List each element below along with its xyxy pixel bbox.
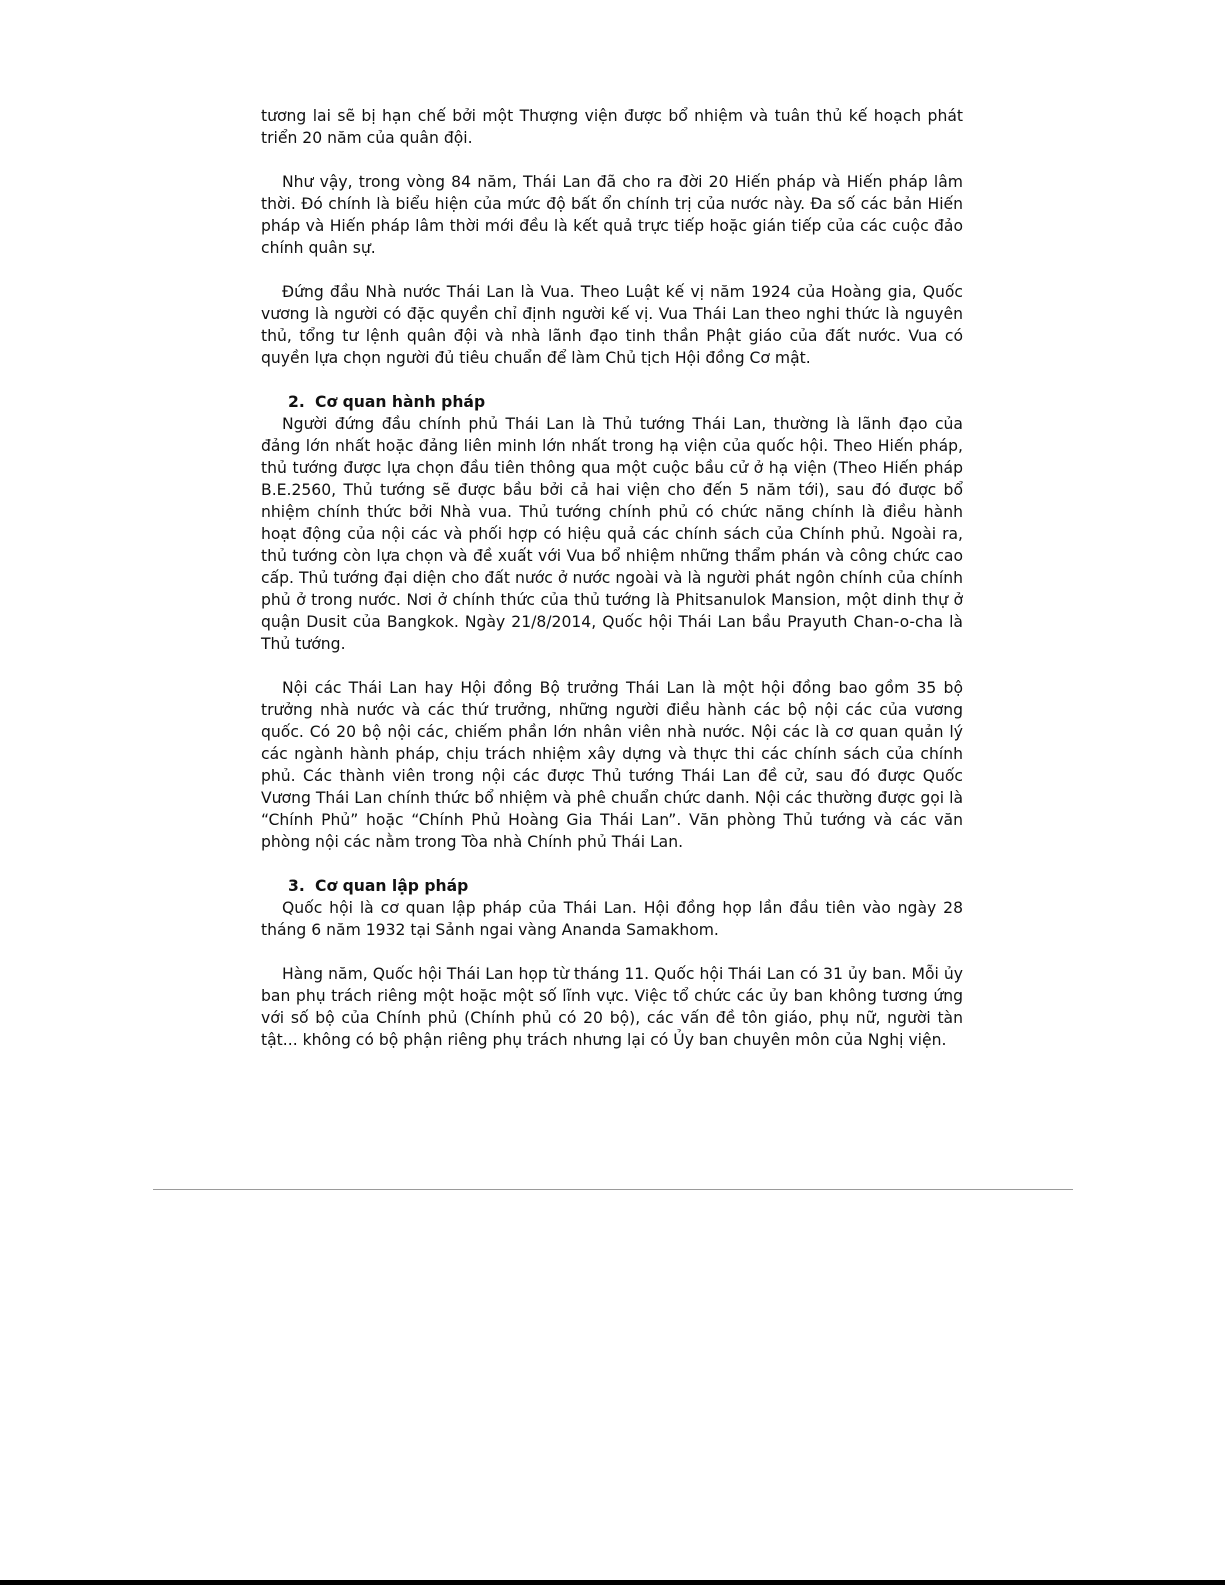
document-body bbox=[261, 105, 963, 1051]
page-bottom-edge bbox=[0, 1580, 1225, 1585]
paragraph-constitutions: Như vậy, trong vòng 84 năm, Thái Lan đã cho ra đời 20 Hiến pháp và Hiến pháp lâm thời. Đó chính là biểu hiện của mức độ bất ổn chính trị của nước này. Đa số các bản Hiến pháp và Hiến pháp lâm thời mới đều là kết quả trực tiếp hoặc gián tiếp của các cuộc đảo chính quân sự. bbox=[261, 173, 963, 257]
section-heading-executive bbox=[261, 391, 963, 413]
paragraph-senate-plan: tương lai sẽ bị hạn chế bởi một Thượng viện được bổ nhiệm và tuân thủ kế hoạch phát triển 20 năm của quân đội. bbox=[261, 107, 963, 147]
paragraph-gap bbox=[261, 941, 963, 963]
paragraph-king: Đứng đầu Nhà nước Thái Lan là Vua. Theo Luật kế vị năm 1924 của Hoàng gia, Quốc vương là người có đặc quyền chỉ định người kế vị. Vua Thái Lan theo nghi thức là nguyên thủ, tổng tư lệnh quân đội và nhà lãnh đạo tinh thần Phật giáo của đất nước. Vua có quyền lựa chọn người đủ tiêu chuẩn để làm Chủ tịch Hội đồng Cơ mật. bbox=[261, 283, 963, 367]
section-title: Cơ quan hành pháp bbox=[315, 393, 486, 411]
paragraph-gap bbox=[261, 369, 963, 391]
paragraph-gap bbox=[261, 259, 963, 281]
paragraph-national-assembly: Quốc hội là cơ quan lập pháp của Thái Lan. Hội đồng họp lần đầu tiên vào ngày 28 tháng 6 năm 1932 tại Sảnh ngai vàng Ananda Samakhom. bbox=[261, 899, 963, 939]
section-heading-legislative bbox=[261, 875, 963, 897]
section-number: 3. bbox=[288, 877, 305, 895]
footer-divider bbox=[153, 1189, 1073, 1190]
paragraph-cabinet: Nội các Thái Lan hay Hội đồng Bộ trưởng Thái Lan là một hội đồng bao gồm 35 bộ trưởng nhà nước và các thứ trưởng, những người điều hành các bộ nội các của vương quốc. Có 20 bộ nội các, chiếm phần lớn nhân viên nhà nước. Nội các là cơ quan quản lý các ngành hành pháp, chịu trách nhiệm xây dựng và thực thi các chính sách của chính phủ. Các thành viên trong nội các được Thủ tướng Thái Lan đề cử, sau đó được Quốc Vương Thái Lan chính thức bổ nhiệm và phê chuẩn chức danh. Nội các thường được gọi là “Chính Phủ” hoặc “Chính Phủ Hoàng Gia Thái Lan”. Văn phòng Thủ tướng và các văn phòng nội các nằm trong Tòa nhà Chính phủ Thái Lan. bbox=[261, 679, 963, 851]
section-title: Cơ quan lập pháp bbox=[315, 877, 469, 895]
paragraph-gap bbox=[261, 655, 963, 677]
paragraph-gap bbox=[261, 853, 963, 875]
paragraph-committees: Hàng năm, Quốc hội Thái Lan họp từ tháng 11. Quốc hội Thái Lan có 31 ủy ban. Mỗi ủy ban phụ trách riêng một hoặc một số lĩnh vực. Việc tổ chức các ủy ban không tương ứng với số bộ của Chính phủ (Chính phủ có 20 bộ), các vấn đề tôn giáo, phụ nữ, người tàn tật... không có bộ phận riêng phụ trách nhưng lại có Ủy ban chuyên môn của Nghị viện. bbox=[261, 965, 963, 1049]
paragraph-prime-minister: Người đứng đầu chính phủ Thái Lan là Thủ tướng Thái Lan, thường là lãnh đạo của đảng lớn nhất hoặc đảng liên minh lớn nhất trong hạ viện của quốc hội. Theo Hiến pháp, thủ tướng được lựa chọn đầu tiên thông qua một cuộc bầu cử ở hạ viện (Theo Hiến pháp B.E.2560, Thủ tướng sẽ được bầu bởi cả hai viện cho đến 5 năm tới), sau đó được bổ nhiệm chính thức bởi Nhà vua. Thủ tướng chính phủ có chức năng chính là điều hành hoạt động của nội các và phối hợp có hiệu quả các chính sách của Chính phủ. Ngoài ra, thủ tướng còn lựa chọn và đề xuất với Vua bổ nhiệm những thẩm phán và công chức cao cấp. Thủ tướng đại diện cho đất nước ở nước ngoài và là người phát ngôn chính của chính phủ ở trong nước. Nơi ở chính thức của thủ tướng là Phitsanulok Mansion, một dinh thự ở quận Dusit của Bangkok. Ngày 21/8/2014, Quốc hội Thái Lan bầu Prayuth Chan-o-cha là Thủ tướng. bbox=[261, 415, 963, 653]
paragraph-gap bbox=[261, 149, 963, 171]
section-number: 2. bbox=[288, 393, 305, 411]
